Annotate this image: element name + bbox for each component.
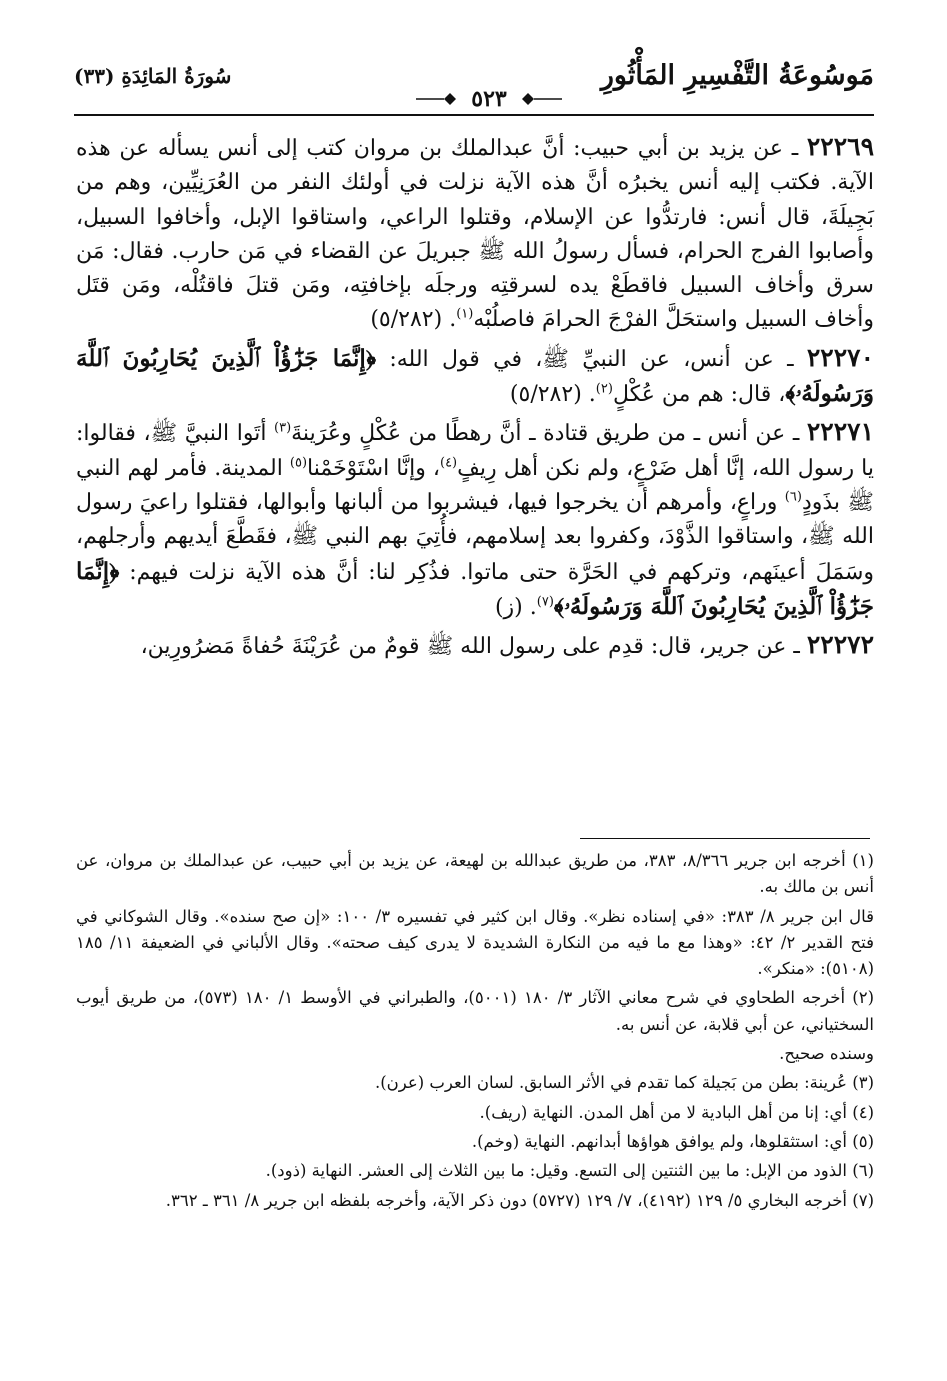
entry-text: ـ عن يزيد بن أبي حبيب: أنَّ عبدالملك بن مروان كتب إلى أنس يسأله عن هذه الآية. فكتب إليه أنس يخبرُه أنَّ هذه الآية نزلت في أولئك النفر من العُرَنِيِّين، وهم من بَجِيلَةَ، قال أنس: فارتدُّوا عن الإسلام، وقتلوا الراعي، واستاقوا الإبل، وأخافوا السبيل، وأصابوا الفرج الحرام، فسأل رسولُ الله ﷺ جبريلَ عن القضاء في مَن حارب. فقال: مَن سرق وأخاف السبيل فاقطَعْ يده لسرقتِه ورجلَه بإخافتِه، ومَن قتلَ فاقتُلْه، ومَن قتَل وأخاف السبيل واستحَلَّ الفرْجَ الحرامَ فاصلُبْه — [76, 136, 874, 333]
footnote-marker: (٤) — [439, 455, 458, 471]
footnote-marker: (١) — [456, 307, 474, 323]
volume-reference: (٥/٢٨٢) — [370, 307, 443, 333]
footnotes — [76, 848, 874, 1217]
volume-reference: (ز) — [494, 594, 523, 620]
footnote-1-comment: قال ابن جرير ٨/ ٣٨٣: «في إسناده نظر». وقال ابن كثير في تفسيره ٣/ ١٠٠: «إن صح سنده». وقال الشوكاني في فتح القدير ٢/ ٤٢: «وهذا مع ما فيه من النكارة الشديدة لا يدرى كيف صحته». وقال الألباني في الضعيفة ١١/ ١٨٥ (٥١٠٨): «منكر». — [76, 906, 875, 979]
footnote-6: (٦) الذود من الإبل: ما بين الثنتين إلى التسع. وقيل: ما بين الثلاث إلى العشر. النهاية (ذود). — [265, 1161, 874, 1181]
entry-number: ٢٢٢٦٩ — [806, 132, 874, 161]
footnote-marker: (٢) — [595, 381, 613, 397]
book-title: مَوسُوعَةُ التَّفْسِيرِ المَأْثُورِ — [600, 60, 874, 91]
footnote-4: (٤) أي: إنا من أهل البادية لا من أهل المدن. النهاية (ريف). — [479, 1102, 874, 1122]
footnote-5: (٥) أي: استثقلوها، ولم يوافق هواؤها أبدانهم. النهاية (وخم). — [471, 1131, 874, 1151]
footnote-separator — [580, 838, 870, 839]
entry-22272 — [76, 628, 874, 664]
entry-text: . — [449, 307, 457, 333]
entry-text: أتَوا النبيَّ ﷺ، فقالوا: يا رسول الله، إنَّا أهل ضَرْعٍ، ولم نكن أهل رِيفٍ — [76, 421, 874, 481]
main-text — [76, 130, 874, 667]
entry-text: ـ عن جرير، قال: قدِم على رسول الله ﷺ قومٌ من عُرَيْنَةَ حُفاةً مَضرُورِين، — [140, 634, 800, 660]
footnote-3: (٣) عُرينة: بطن من بَجيلة كما تقدم في الأثر السابق. لسان العرب (عرن). — [374, 1073, 874, 1093]
entry-text: . — [588, 382, 596, 408]
entry-22270 — [76, 341, 874, 413]
entry-text: ، وإنَّا اسْتَوْخَمْنا — [307, 455, 440, 481]
entry-text: وراعٍ، وأمرهم أن يخرجوا فيها، فيشربوا من ألبانها وأبوالها، فقتلوا راعيَ رسول الله ﷺ، واستاقوا الذَّوْدَ، وكفروا بعد إسلامهم، فأُتِيَ بهم النبي ﷺ، فقَطَّعَ أيديهم وأرجلهم، وسَمَلَ أعينَهم، وتركهم في الحَرَّة حتى ماتوا. فذُكِر لنا: أنَّ هذه الآية نزلت فيهم: — [76, 489, 875, 585]
volume-reference: (٥/٢٨٢) — [509, 382, 582, 408]
page-header — [74, 60, 874, 120]
footnote-2-comment: وسنده صحيح. — [779, 1044, 874, 1064]
entry-text: ـ عن أنس ـ من طريق قتادة ـ أنَّ رهطًا من عُكْلٍ وعُرَينةَ — [291, 421, 800, 447]
entry-number: ٢٢٢٧٠ — [806, 342, 874, 372]
entry-text: المدينة. فأمر لهم النبي ﷺ بذَودٍ — [76, 455, 874, 515]
page-number: ٥٢٣ — [471, 86, 507, 112]
surah-label: سُورَةُ المَائِدَةِ (٣٣) — [74, 64, 232, 88]
page-number-ornament — [414, 86, 564, 112]
footnote-1: (١) أخرجه ابن جرير ٨/٣٦٦، ٣٨٣، من طريق عبدالله بن لهيعة، عن يزيد بن أبي حبيب، عن عبدالملك بن مروان، عن أنس بن مالك به. — [76, 851, 874, 897]
footnote-marker: (٧) — [536, 594, 554, 610]
entry-number: ٢٢٢٧١ — [806, 417, 874, 447]
quran-verse: ﴿إِنَّمَا جَزَٰٓؤُاْ ٱلَّذِينَ يُحَارِبُونَ ٱللَّهَ وَرَسُولَهُۥ﴾ — [76, 344, 874, 408]
entry-text: . — [529, 594, 537, 620]
footnote-marker: (٦) — [784, 489, 802, 505]
entry-22271 — [76, 415, 874, 625]
footnote-7: (٧) أخرجه البخاري ٥/ ١٢٩ (٤١٩٢)، ٧/ ١٢٩ (٥٧٢٧) دون ذكر الآية، وأخرجه بلفظه ابن جرير ٨/ ٣٦١ ـ ٣٦٢. — [165, 1190, 874, 1210]
footnote-marker: (٥) — [289, 455, 308, 471]
header-rule — [74, 114, 874, 116]
entry-text: ، قال: هم من عُكْلٍ — [612, 382, 786, 408]
quran-verse: ﴿إِنَّمَا جَزَٰٓؤُاْ ٱلَّذِينَ يُحَارِبُونَ ٱللَّهَ وَرَسُولَهُۥ﴾ — [76, 557, 874, 620]
footnote-marker: (٣) — [274, 421, 292, 437]
entry-number: ٢٢٢٧٢ — [806, 630, 874, 660]
footnote-2: (٢) أخرجه الطحاوي في شرح معاني الآثار ٣/ ١٨٠ (٥٠٠١)، والطبراني في الأوسط ١/ ١٨٠ (٥٧٣)، من طريق أيوب السختياني، عن أبي قلابة، عن أنس به. — [76, 988, 874, 1034]
entry-text: ـ عن أنس، عن النبيِّ ﷺ، في قول الله: — [389, 346, 794, 372]
entry-22269 — [76, 130, 874, 338]
